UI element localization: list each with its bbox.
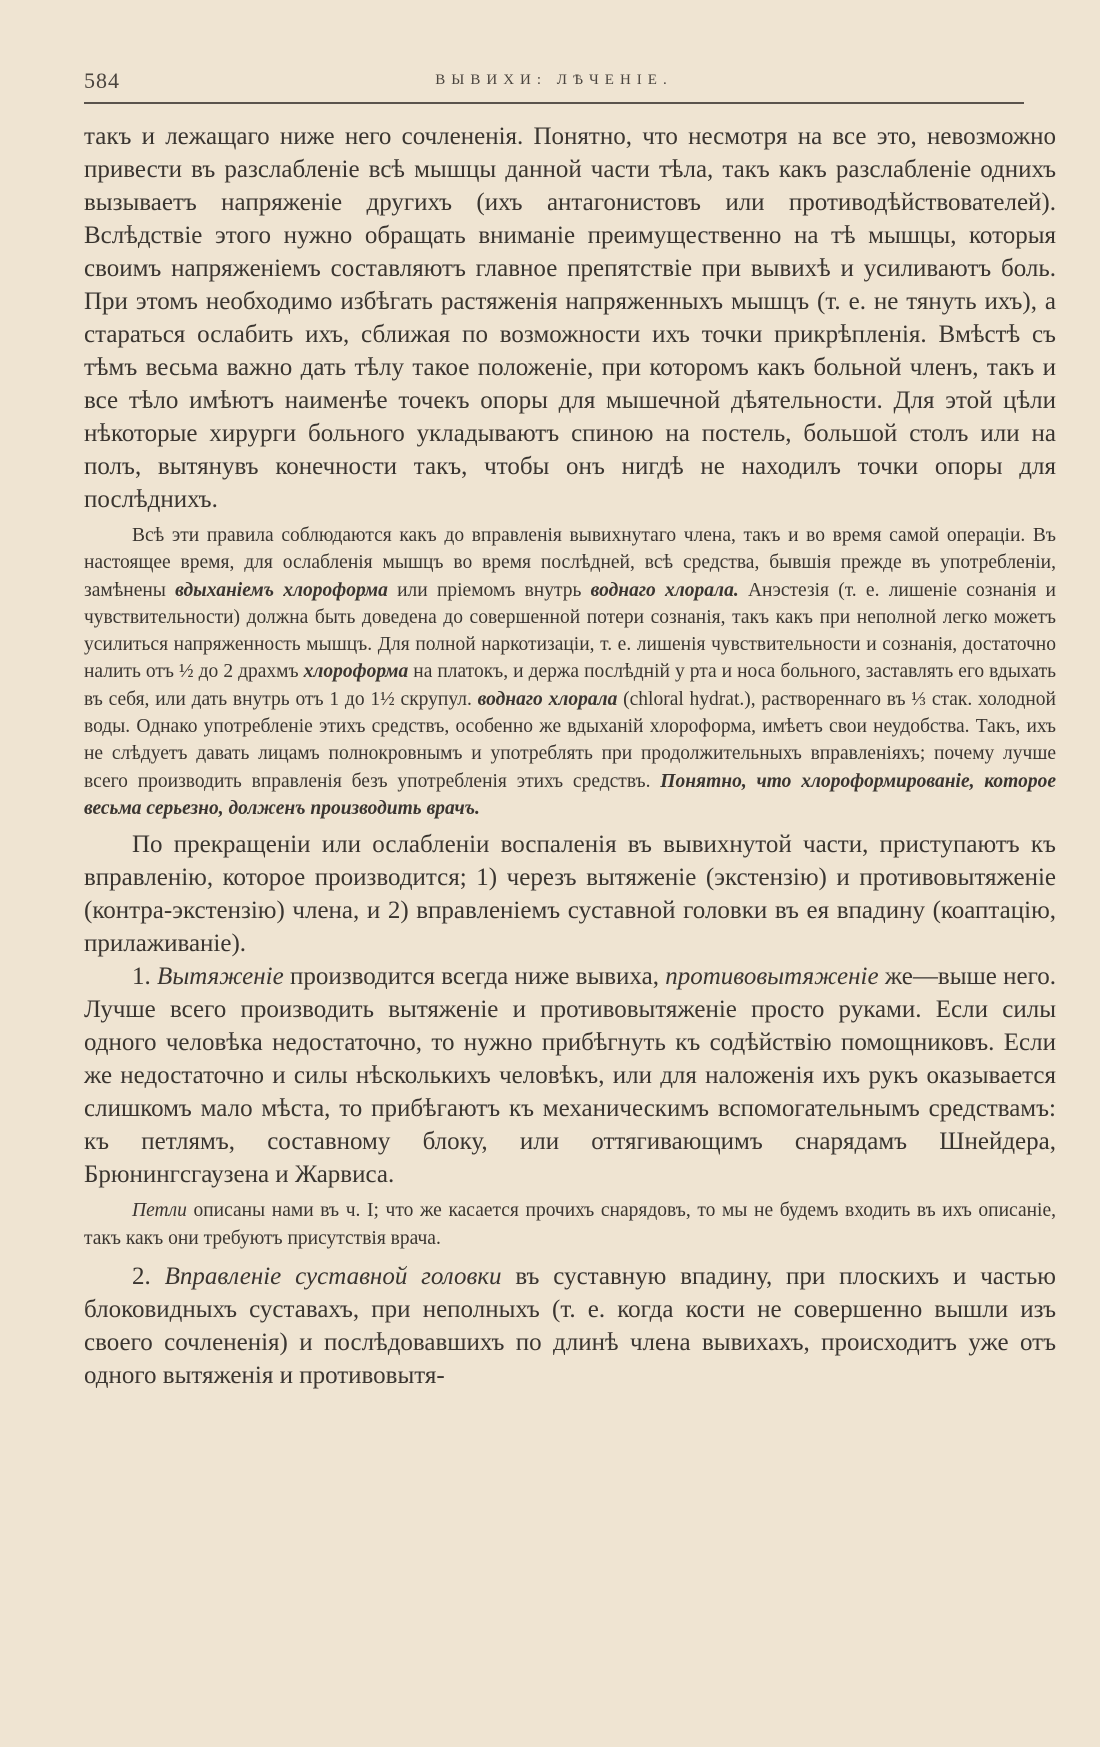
- running-head: ВЫВИХИ: ЛѢЧЕНІЕ.: [435, 72, 673, 88]
- page-header: [84, 68, 1024, 96]
- emphasis: Понятно, что хлороформированіе, которое весьма серьезно, долженъ производить врачъ.: [84, 770, 1056, 819]
- text-run: въ суставную впадину, при плоскихъ и частью блоковидныхъ суставахъ, при неполныхъ (т. е. когда кости не совершенно вышли изъ своего сочлененія) и послѣдовавшихъ по длинѣ члена вывихахъ, происходитъ уже отъ одного вытяженія и противовытя-: [84, 1262, 1056, 1389]
- list-number: 2.: [132, 1262, 165, 1290]
- text-run: (chloral hydrat.), раствореннаго въ ⅓ стак. холодной воды. Однако употребленіе этихъ средствъ, особенно же вдыханій хлороформа, имѣетъ свои неудобства. Такъ, ихъ не слѣдуетъ давать лицамъ полнокровнымъ и употреблять при продолжительныхъ вправленіяхъ; почему лучше всего производить вправленія безъ употребленія этихъ средствъ.: [84, 688, 1056, 792]
- paragraph-1: такъ и лежащаго ниже него сочлененія. Понятно, что несмотря на все это, невозможно привести въ разслабленіе всѣ мышцы данной части тѣла, такъ какъ разслабленіе однихъ вызываетъ напряженіе другихъ (ихъ антагонистовъ или противодѣйствователей). Вслѣдствіе этого нужно обращать вниманіе преимущественно на тѣ мышцы, которыя своимъ напряженіемъ составляютъ главное препятствіе при вывихѣ и усиливаютъ боль. При этомъ необходимо избѣгать растяженія напряженныхъ мышцъ (т. е. не тянуть ихъ), а стараться ослабить ихъ, сближая по возможности ихъ точки прикрѣпленія. Вмѣстѣ съ тѣмъ весьма важно дать тѣлу такое положеніе, при которомъ какъ больной членъ, такъ и все тѣло имѣютъ наименѣе точекъ опоры для мышечной дѣятельности. Для этой цѣли нѣкоторые хирурги больного укладываютъ спиною на постель, большой столъ или на полъ, вытянувъ конечности такъ, чтобы онъ нигдѣ не находилъ точки опоры для послѣднихъ.: [84, 123, 1056, 513]
- text-run: производится всегда ниже вывиха,: [283, 963, 666, 991]
- text-run: Всѣ эти правила соблюдаются какъ до вправленія вывихнутаго члена, такъ и во время самой операціи. Въ настоящее время, для ослабленія мышцъ во время послѣдней, всѣ средства, бывшія прежде въ употребленіи, замѣнены: [84, 525, 1056, 601]
- text-run: на платокъ, и держа послѣдній у рта и носа больного, заставлять его вдыхать въ себя, или дать внутрь отъ 1 до 1½ скрупул.: [84, 661, 1056, 710]
- emphasis: вдыханіемъ хлороформа: [175, 579, 388, 601]
- paragraph-6: [84, 1260, 1056, 1392]
- small-print-paragraph-2: [84, 1197, 1056, 1252]
- paragraph-4: [84, 960, 1056, 1191]
- header-rule: [84, 102, 1024, 104]
- emphasis: воднаго хлорала.: [590, 579, 739, 601]
- text-run: описаны нами въ ч. I; что же касается прочихъ снарядовъ, то мы не будемъ входить въ ихъ описаніе, такъ какъ они требуютъ присутствія врача.: [84, 1200, 1056, 1249]
- emphasis: хлороформа: [303, 661, 409, 683]
- emphasis: воднаго хлорала: [477, 688, 618, 710]
- emphasis: Вправленіе суставной головки: [164, 1262, 502, 1290]
- text-run: Анэстезія (т. е. лишеніе сознанія и чувствительности) должна быть доведена до совершенной потери сознанія, такъ какъ при неполной легко можетъ усилиться напряженность мышцъ. Для полной наркотизаціи, т. е. лишенія чувствительности и сознанія, достаточно налить отъ ½ до 2 драхмъ: [84, 579, 1056, 683]
- emphasis: противовытяженіе: [665, 963, 879, 991]
- emphasis: Петли: [132, 1200, 187, 1222]
- text-run: или пріемомъ внутрь: [387, 579, 591, 601]
- list-number: 1.: [132, 963, 158, 991]
- body-text: [84, 120, 1056, 1392]
- small-print-paragraph-1: [84, 522, 1056, 822]
- paragraph-3: По прекращеніи или ослабленіи воспаленія въ вывихнутой части, приступаютъ къ вправленію, которое производится; 1) черезъ вытяженіе (экстензію) и противовытяженіе (контра-экстензію) члена, и 2) вправленіемъ суставной головки въ ея впадину (коаптацію, прилаживаніе).: [84, 831, 1056, 958]
- emphasis: Вытяженіе: [157, 963, 284, 991]
- page-number: 584: [84, 68, 120, 93]
- text-run: же—выше него. Лучше всего производить вытяженіе и противовытяженіе просто руками. Если силы одного человѣка недостаточно, то нужно прибѣгнуть къ содѣйствію помощниковъ. Если же недостаточно и силы нѣсколькихъ человѣкъ, или для наложенія ихъ рукъ оказывается слишкомъ мало мѣста, то прибѣгаютъ къ механическимъ вспомогательнымъ средствамъ: къ петлямъ, составному блоку, или оттягивающимъ снарядамъ Шнейдера, Брюнингсгаузена и Жарвиса.: [84, 963, 1056, 1189]
